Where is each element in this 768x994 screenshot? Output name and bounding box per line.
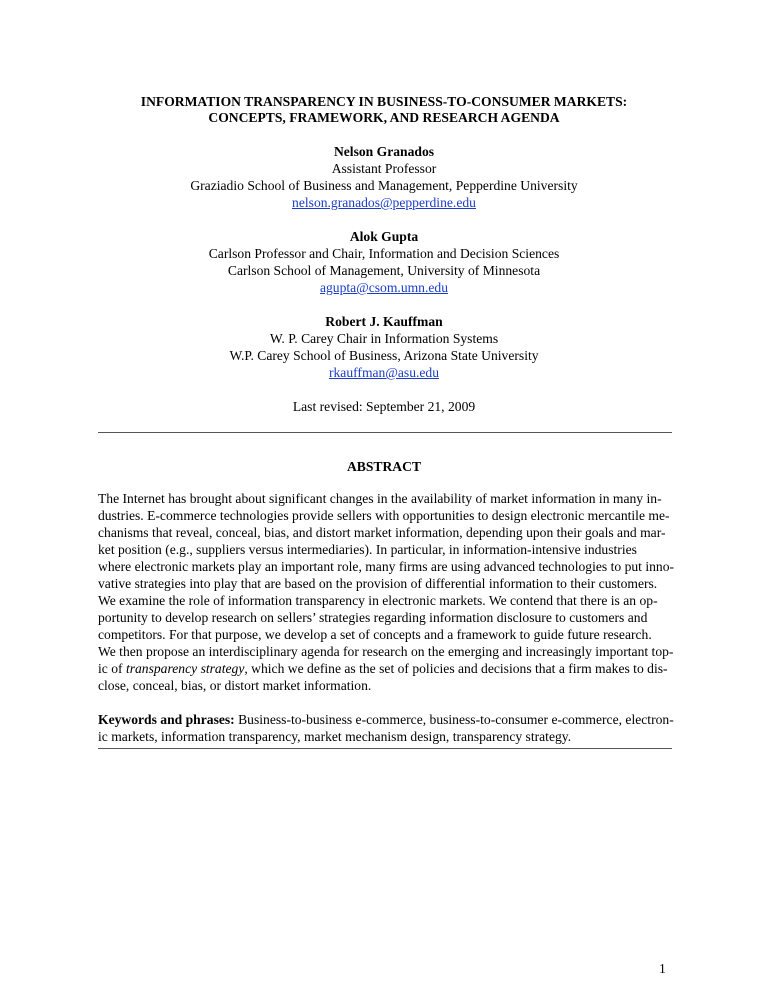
author-email-link[interactable]: agupta@csom.umn.edu: [319, 280, 449, 295]
abstract-line: The Internet has brought about significant changes in the availability of market information in many in-: [98, 491, 662, 506]
keywords-line: ic markets, information transparency, market mechanism design, transparency strategy.: [98, 729, 572, 744]
author-title: Carlson Professor and Chair, Information and Decision Sciences: [208, 246, 560, 261]
title-line-2: CONCEPTS, FRAMEWORK, AND RESEARCH AGENDA: [208, 110, 560, 125]
author-affiliation: Carlson School of Management, University of Minnesota: [227, 263, 541, 278]
author-affiliation: Graziadio School of Business and Management, Pepperdine University: [190, 178, 578, 193]
author-name: Nelson Granados: [333, 144, 435, 159]
divider: [98, 748, 672, 749]
page-number: 1: [659, 961, 666, 976]
title-line-1: INFORMATION TRANSPARENCY IN BUSINESS-TO-CONSUMER MARKETS:: [140, 94, 628, 109]
author-affiliation: W.P. Carey School of Business, Arizona State University: [229, 348, 539, 363]
keywords: Keywords and phrases: Business-to-business e-commerce, business-to-consumer e-commerce, electron-: [98, 712, 674, 727]
term-emphasis: transparency strategy: [125, 661, 245, 676]
abstract-line: We examine the role of information transparency in electronic markets. We contend that there is an op-: [98, 593, 658, 608]
abstract-line: ket position (e.g., suppliers versus intermediaries). In particular, in information-intensive industries: [98, 542, 637, 557]
abstract-line: We then propose an interdisciplinary agenda for research on the emerging and increasingly important top-: [98, 644, 674, 659]
author-name: Alok Gupta: [349, 229, 419, 244]
author-title: Assistant Professor: [331, 161, 437, 176]
author-email-link[interactable]: rkauffman@asu.edu: [328, 365, 440, 380]
revision-date: Last revised: September 21, 2009: [292, 399, 476, 414]
author-title: W. P. Carey Chair in Information Systems: [269, 331, 499, 346]
keywords-label: Keywords and phrases:: [98, 712, 235, 727]
abstract-line: vative strategies into play that are based on the provision of differential information to their customers.: [98, 576, 658, 591]
abstract-line: portunity to develop research on sellers’ strategies regarding information disclosure to customers and: [98, 610, 648, 625]
abstract-line: dustries. E-commerce technologies provide sellers with opportunities to design electronic mercantile me-: [98, 508, 670, 523]
abstract-heading: ABSTRACT: [346, 459, 422, 474]
abstract-line: where electronic markets play an important role, many firms are using advanced technologies to put inno-: [98, 559, 675, 574]
author-name: Robert J. Kauffman: [325, 314, 443, 329]
divider: [98, 432, 672, 433]
abstract-line: competitors. For that purpose, we develop a set of concepts and a framework to guide future research.: [98, 627, 652, 642]
author-email-link[interactable]: nelson.granados@pepperdine.edu: [292, 195, 476, 210]
abstract-line: chanisms that reveal, conceal, bias, and distort market information, depending upon their goals and mar-: [98, 525, 666, 540]
abstract-line: close, conceal, bias, or distort market information.: [98, 678, 372, 693]
abstract-line: ic of transparency strategy, which we define as the set of policies and decisions that a firm makes to dis-: [98, 661, 668, 676]
